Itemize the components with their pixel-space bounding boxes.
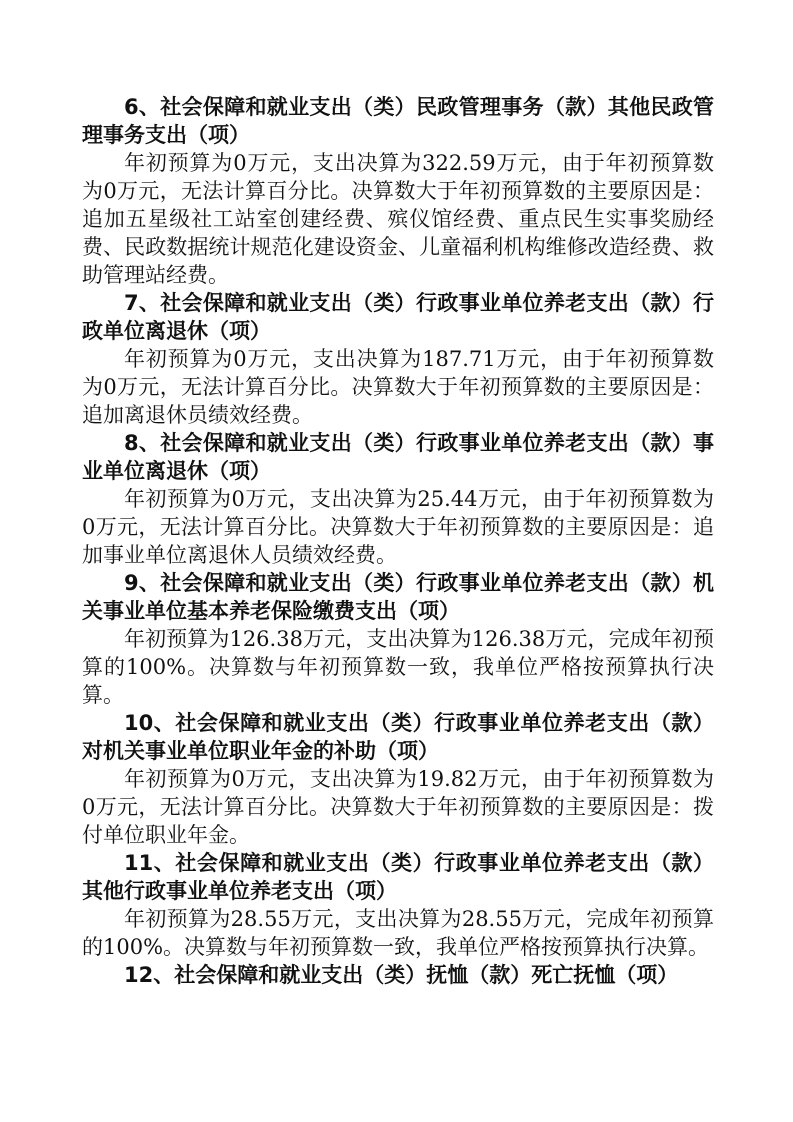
section-heading-12: 12、社会保障和就业支出（类）抚恤（款）死亡抚恤（项） [124, 963, 679, 987]
section-body-6: 年初预算为0万元，支出决算为322.59万元，由于年初预算数为0万元，无法计算百分比。决算数大于年初预算数的主要原因是：追加五星级社工站室创建经费、殡仪馆经费、重点民生实事奖励经费、民政数据统计规范化建设资金、儿童福利机构维修改造经费、救助管理站经费。 [82, 151, 714, 287]
section-heading-11: 11、社会保障和就业支出（类）行政事业单位养老支出（款）其他行政事业单位养老支出（项） [82, 851, 714, 903]
section-body-8: 年初预算为0万元，支出决算为25.44万元，由于年初预算数为0万元，无法计算百分比。决算数大于年初预算数的主要原因是：追加事业单位离退休人员绩效经费。 [82, 487, 714, 567]
section-heading-6: 6、社会保障和就业支出（类）民政管理事务（款）其他民政管理事务支出（项） [82, 95, 714, 147]
section-heading-9: 9、社会保障和就业支出（类）行政事业单位养老支出（款）机关事业单位基本养老保险缴费支出（项） [82, 571, 714, 623]
section-heading-7: 7、社会保障和就业支出（类）行政事业单位养老支出（款）行政单位离退休（项） [82, 291, 714, 343]
section-heading-8: 8、社会保障和就业支出（类）行政事业单位养老支出（款）事业单位离退休（项） [82, 431, 714, 483]
section-body-10: 年初预算为0万元，支出决算为19.82万元，由于年初预算数为0万元，无法计算百分比。决算数大于年初预算数的主要原因是：拨付单位职业年金。 [82, 767, 714, 847]
section-heading-10: 10、社会保障和就业支出（类）行政事业单位养老支出（款）对机关事业单位职业年金的补助（项） [82, 711, 714, 763]
section-body-11: 年初预算为28.55万元，支出决算为28.55万元，完成年初预算的100%。决算数与年初预算数一致，我单位严格按预算执行决算。 [82, 907, 714, 959]
section-body-7: 年初预算为0万元，支出决算为187.71万元，由于年初预算数为0万元，无法计算百分比。决算数大于年初预算数的主要原因是：追加离退休员绩效经费。 [82, 347, 714, 427]
section-body-9: 年初预算为126.38万元，支出决算为126.38万元，完成年初预算的100%。决算数与年初预算数一致，我单位严格按预算执行决算。 [82, 627, 714, 707]
document-page [82, 93, 714, 989]
